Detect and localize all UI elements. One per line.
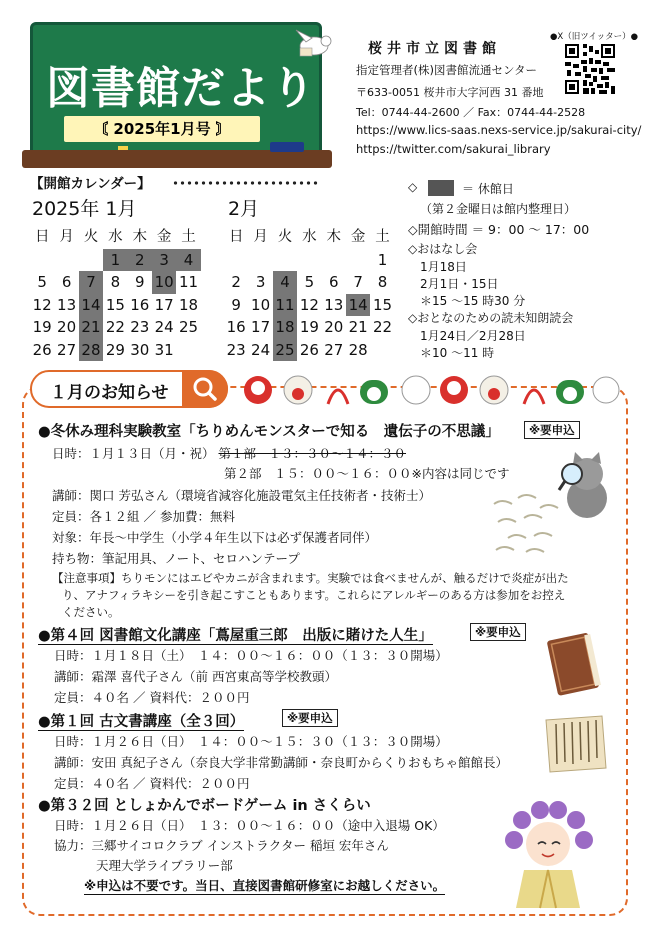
feb-day bbox=[224, 249, 248, 272]
event-1-caution-1: 【注意事項】ちりモンにはエビやカニが含まれます。実験では食べませんが、触るだけで炎症が出た bbox=[52, 571, 569, 585]
qr-label: ●X（旧ツイッター）● bbox=[550, 32, 639, 42]
feb-day: 21 bbox=[348, 318, 368, 336]
library-tel-fax: Tel：0744-44-2600 ／ Fax：0744-44-2528 bbox=[356, 106, 586, 119]
jan-weekday: 水 bbox=[108, 229, 123, 245]
jan-day: 23 bbox=[130, 318, 150, 336]
legend-label: ＝ 休館日 bbox=[462, 182, 514, 196]
feb-weekday: 火 bbox=[277, 229, 293, 245]
feb-day: 8 bbox=[377, 273, 388, 291]
jan-day: 19 bbox=[32, 318, 52, 336]
jan-day bbox=[79, 249, 103, 272]
final-note: ※申込は不要です。当日、直接図書館研修室にお越しください。 bbox=[84, 878, 446, 893]
feb-day bbox=[322, 249, 346, 272]
chalkboard-ledge bbox=[22, 150, 332, 168]
jan-day: 30 bbox=[130, 340, 150, 359]
jan-closed-day: 3 bbox=[152, 249, 176, 272]
feb-day: 20 bbox=[324, 318, 344, 336]
legend-prefix: ◇ bbox=[408, 180, 418, 194]
event-1-lecturer: 講師：関口 芳弘さん（環境省減容化施設電気主任技術者・技術士） bbox=[52, 488, 431, 503]
jan-closed-day: 2 bbox=[128, 249, 152, 272]
feb-day: 7 bbox=[353, 273, 363, 291]
jan-day bbox=[30, 249, 54, 272]
jan-day: 12 bbox=[32, 295, 52, 314]
feb-day: 9 bbox=[231, 295, 241, 314]
storytime-date-1: 1月18日 bbox=[420, 260, 467, 274]
event-4-title: ●第３２回 としょかんでボードゲーム in さくらい bbox=[38, 798, 371, 814]
feb-day: 24 bbox=[251, 340, 271, 359]
february-calendar bbox=[224, 226, 395, 361]
event-1-application-badge: ※要申込 bbox=[524, 421, 580, 439]
feb-day bbox=[273, 249, 297, 272]
event-2-capacity: 定員：４０名 ／ 資料代：２００円 bbox=[54, 690, 250, 705]
feb-weekday: 金 bbox=[350, 229, 366, 245]
jan-weekday: 土 bbox=[181, 229, 196, 245]
jan-weekday: 日 bbox=[34, 229, 50, 245]
jan-day bbox=[54, 249, 78, 272]
feb-closed-day: 25 bbox=[273, 339, 297, 362]
jan-closed-day: 14 bbox=[79, 294, 103, 317]
jan-closed-day: 1 bbox=[103, 249, 127, 272]
dove-icon bbox=[292, 26, 336, 60]
feb-closed-day: 11 bbox=[273, 294, 297, 317]
jan-day bbox=[176, 339, 200, 362]
legend-note: （第２金曜日は館内整理日） bbox=[420, 202, 577, 216]
february-title: 2月 bbox=[228, 198, 260, 220]
newsletter-title: 図書館だより bbox=[46, 63, 316, 114]
jan-day: 26 bbox=[32, 340, 52, 359]
new-year-ornaments-icon bbox=[240, 372, 620, 408]
event-1-caution-3: ください。 bbox=[62, 605, 120, 619]
jan-closed-day: 21 bbox=[79, 316, 103, 339]
jan-closed-day: 28 bbox=[79, 339, 103, 362]
adult-reading-time: ＊10 ～11 時 bbox=[420, 346, 495, 360]
event-3-date: 日時：１月２６日（日） １４：００～１５：３０（１３：３０開場） bbox=[54, 734, 448, 749]
jan-weekday: 月 bbox=[59, 229, 74, 245]
feb-day: 22 bbox=[372, 318, 393, 336]
jan-day: 17 bbox=[154, 295, 174, 314]
notices-title: １月のお知らせ bbox=[50, 383, 169, 403]
search-icon bbox=[182, 370, 228, 408]
event-1-title: ●冬休み理科実験教室「ちりめんモンスターで知る 遺伝子の不思議」 bbox=[38, 424, 500, 440]
feb-day: 26 bbox=[299, 340, 319, 359]
feb-day: 3 bbox=[255, 273, 266, 291]
feb-day bbox=[248, 249, 272, 272]
jan-day: 22 bbox=[105, 318, 125, 336]
adult-reading-dates: 1月24日／2月28日 bbox=[420, 329, 526, 343]
event-2-title: ●第４回 図書館文化講座「蔦屋重三郎 出版に賭けた人生」 bbox=[38, 628, 433, 644]
jan-day: 5 bbox=[37, 273, 47, 291]
feb-day: 1 bbox=[377, 250, 388, 269]
medusa-character-icon bbox=[500, 798, 596, 910]
feb-day bbox=[297, 249, 321, 272]
storytime-time: ＊15 ～15 時30 分 bbox=[420, 294, 526, 308]
jan-day: 31 bbox=[154, 340, 174, 359]
event-1-capacity: 定員：各１２組 ／ 参加費：無料 bbox=[52, 509, 235, 524]
feb-weekday: 月 bbox=[253, 229, 268, 245]
january-title: 2025年 1月 bbox=[32, 198, 137, 220]
feb-weekday: 水 bbox=[302, 229, 317, 245]
feb-weekday: 土 bbox=[375, 229, 390, 245]
event-3-title: ●第１回 古文書講座（全３回） bbox=[38, 714, 245, 730]
event-1-cancelled-session: 第１部 １３：３０～１４：３０ bbox=[218, 446, 407, 461]
event-2-lecturer: 講師：霜澤 喜代子さん（前 西宮東高等学校教頭） bbox=[54, 669, 337, 684]
event-1-target: 対象：年長～中学生（小学４年生以下は必ず保護者同伴） bbox=[52, 530, 378, 545]
jan-day: 11 bbox=[178, 273, 199, 291]
ancient-document-icon bbox=[540, 712, 610, 776]
event-4-cooperation-1: 協力：三郷サイコロクラブ インストラクター 稲垣 宏年さん bbox=[54, 838, 389, 853]
jan-weekday: 金 bbox=[156, 229, 172, 245]
jan-day: 24 bbox=[154, 318, 174, 336]
jan-weekday: 木 bbox=[132, 229, 147, 245]
jan-day: 27 bbox=[57, 340, 77, 359]
event-4-cooperation-2: 天理大学ライブラリー部 bbox=[96, 858, 233, 873]
library-url[interactable]: https://www.lics-saas.nexs-service.jp/sakurai-city/ bbox=[356, 123, 642, 137]
tiny-fish-icon bbox=[488, 490, 568, 560]
feb-day: 6 bbox=[328, 273, 339, 291]
library-manager: 指定管理者(株)図書館流通センター bbox=[356, 63, 538, 77]
feb-day: 10 bbox=[251, 295, 271, 314]
jan-closed-day: 10 bbox=[152, 271, 176, 294]
feb-day: 5 bbox=[304, 273, 315, 291]
old-book-icon bbox=[542, 628, 606, 700]
event-2-application-badge: ※要申込 bbox=[470, 623, 526, 641]
event-3-capacity: 定員：４０名 ／ 資料代：２００円 bbox=[54, 776, 250, 791]
opening-hours: ◇開館時間 ＝ 9：00 ～ 17：00 bbox=[408, 222, 590, 237]
feb-day: 12 bbox=[299, 295, 319, 314]
event-2-date: 日時：１月１８日（土） １４：００～１６：００（１３：３０開場） bbox=[54, 648, 448, 663]
jan-day: 18 bbox=[178, 295, 199, 314]
feb-closed-day: 4 bbox=[273, 271, 297, 294]
feb-day: 19 bbox=[299, 318, 319, 336]
closed-day-swatch bbox=[428, 180, 454, 196]
jan-day: 9 bbox=[134, 273, 145, 291]
feb-day: 2 bbox=[231, 273, 241, 291]
event-3-lecturer: 講師：安田 真紀子さん（奈良大学非常勤講師・奈良町からくりおもちゃ館館長） bbox=[54, 755, 508, 770]
feb-weekday: 日 bbox=[228, 229, 244, 245]
calendar-header: 【開館カレンダー】 bbox=[30, 176, 151, 192]
adult-reading-title: ◇おとなのための読未知朗読会 bbox=[408, 311, 574, 325]
library-address: 〒633-0051 桜井市大字河西 31 番地 bbox=[356, 86, 544, 99]
jan-day: 13 bbox=[57, 295, 77, 314]
jan-day: 15 bbox=[105, 295, 125, 314]
feb-day: 13 bbox=[324, 295, 344, 314]
feb-closed-day: 14 bbox=[346, 294, 370, 317]
storytime-title: ◇おはなし会 bbox=[408, 242, 478, 256]
jan-day: 16 bbox=[130, 295, 150, 314]
feb-closed-day: 18 bbox=[273, 316, 297, 339]
event-1-date: 日時：１月１３日（月・祝） 第１部 １３：３０～１４：３０ bbox=[52, 446, 407, 461]
feb-day: 28 bbox=[348, 340, 368, 359]
feb-weekday: 木 bbox=[326, 229, 341, 245]
feb-day: 23 bbox=[226, 340, 246, 359]
event-3-application-badge: ※要申込 bbox=[282, 709, 338, 727]
jan-day: 20 bbox=[57, 318, 77, 336]
jan-closed-day: 4 bbox=[176, 249, 200, 272]
chalk bbox=[118, 146, 128, 150]
feb-day bbox=[346, 249, 370, 272]
jan-day: 29 bbox=[105, 340, 125, 359]
eraser-icon bbox=[270, 142, 304, 152]
qr-code-icon[interactable] bbox=[565, 44, 615, 94]
jan-day: 25 bbox=[178, 318, 199, 336]
issue-label: 〘 2025年1月号 〙 bbox=[64, 116, 260, 142]
feb-day: 16 bbox=[226, 318, 246, 336]
feb-day: 15 bbox=[372, 295, 393, 314]
event-1-items: 持ち物：筆記用具、ノート、セロハンテープ bbox=[52, 551, 300, 566]
jan-day: 6 bbox=[61, 273, 72, 291]
event-4-date: 日時：１月２６日（日） １３：００～１６：００（途中入退場 OK） bbox=[54, 818, 445, 833]
event-1-caution-2: り、アナフィラキシーを引き起こすこともあります。これらにアレルギーのある方は参加をお控え bbox=[62, 588, 566, 602]
jan-day: 8 bbox=[110, 273, 121, 291]
feb-day: 17 bbox=[251, 318, 271, 336]
feb-day: 27 bbox=[324, 340, 344, 359]
storytime-date-2: 2月1日・15日 bbox=[420, 277, 499, 291]
library-twitter[interactable]: https://twitter.com/sakurai_library bbox=[356, 142, 551, 156]
calendar-divider bbox=[172, 180, 320, 186]
event-1-session-2: 第２部 １５：００～１６：００※内容は同じです bbox=[224, 466, 510, 481]
library-name: 桜井市立図書館 bbox=[368, 41, 501, 57]
january-calendar bbox=[30, 226, 201, 361]
jan-weekday: 火 bbox=[83, 229, 99, 245]
feb-day bbox=[370, 339, 394, 362]
jan-closed-day: 7 bbox=[79, 271, 103, 294]
